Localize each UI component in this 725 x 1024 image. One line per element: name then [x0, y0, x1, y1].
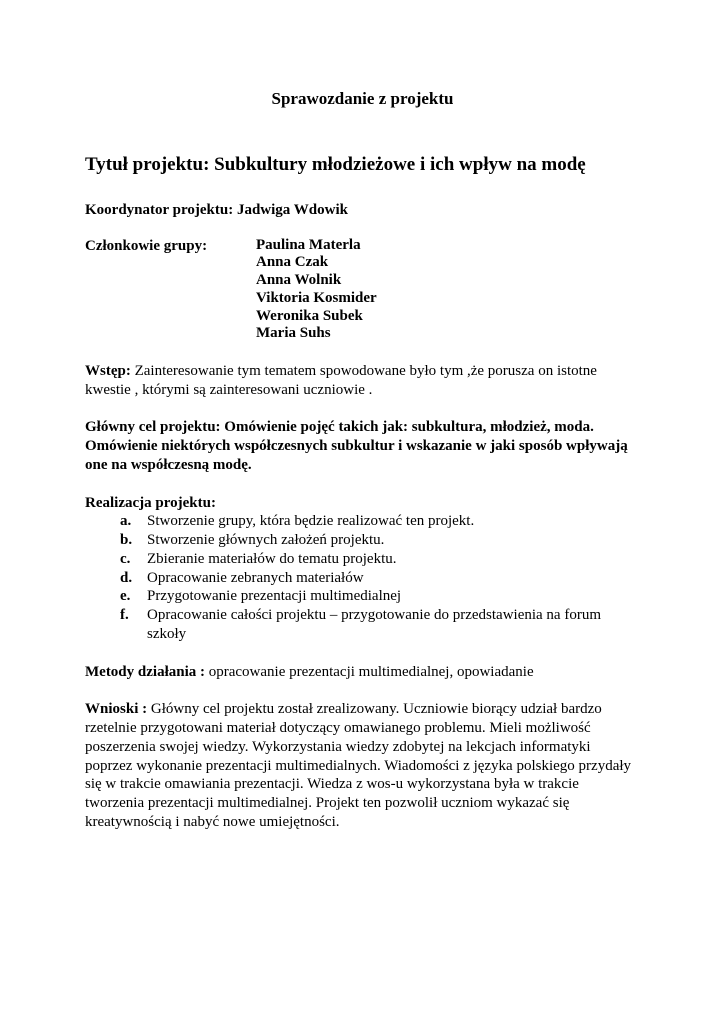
members-label: Członkowie grupy: [85, 237, 208, 254]
list-item [85, 606, 640, 644]
methods-paragraph [85, 663, 640, 682]
conclusions-text: Główny cel projektu został zrealizowany. Uczniowie biorący udział bardzo rzetelnie przygotowani materiał dotyczący omawianego problemu. Mieli możliwość poszerzenia swojej wiedzy. Wykorzystania wiedzy zdobytej na lekcjach informatyki poprzez wykonanie prezentacji multimedialnych. Wiadomości z języka polskiego przydały się w trakcie omawiania prezentacji. Wiedza z wos-u wykorzystana była w trakcie tworzenia prezentacji multimedialnej. Projekt ten pozwolił uczniom wykazać się kreatywnością i nabyć nowe umiejętności. [85, 701, 632, 830]
list-item [85, 587, 640, 606]
conclusions-paragraph [85, 700, 640, 831]
project-title: Tytuł projektu: Subkultury młodzieżowe i ich wpływ na modę [85, 154, 586, 176]
list-item-text: Stworzenie głównych założeń projektu. [147, 532, 385, 549]
goal-paragraph: Główny cel projektu: Omówienie pojęć takich jak: subkultura, młodzież, moda. Omówienie niektórych współczesnych subkultur i wskazanie w jaki sposób wpływają one na współczesną modę. [85, 419, 628, 473]
members-section [85, 237, 640, 343]
list-item-text: Stworzenie grupy, która będzie realizować ten projekt. [147, 513, 475, 530]
list-item-text: Opracowanie zebranych materiałów [147, 569, 364, 586]
member-name: Anna Czak [256, 254, 329, 271]
intro-text: Zainteresowanie tym tematem spowodowane było tym ,że porusza on istotne kwestie , którymi są zainteresowani uczniowie . [85, 362, 597, 398]
list-item-letter: e. [120, 588, 131, 605]
member-name: Paulina Materla [256, 236, 361, 253]
members-list [256, 237, 377, 343]
document-title: Sprawozdanie z projektu [271, 89, 454, 108]
member-name: Maria Suhs [256, 325, 331, 342]
list-item [85, 550, 640, 569]
list-item-text: Przygotowanie prezentacji multimedialnej [147, 588, 402, 605]
methods-text: opracowanie prezentacji multimedialnej, opowiadanie [205, 663, 534, 680]
list-item [85, 531, 640, 550]
list-item-letter: f. [120, 607, 129, 624]
member-name: Anna Wolnik [256, 272, 342, 289]
list-item-letter: d. [120, 569, 133, 586]
member-name: Weronika Subek [256, 307, 363, 324]
list-item-text: Zbieranie materiałów do tematu projektu. [147, 550, 397, 567]
conclusions-label: Wnioski : [85, 701, 148, 718]
member-name: Viktoria Kosmider [256, 289, 377, 306]
realization-heading: Realizacja projektu: [85, 494, 216, 511]
list-item-letter: b. [120, 532, 133, 549]
intro-label: Wstęp: [85, 362, 131, 379]
realization-list [85, 512, 640, 643]
intro-paragraph [85, 362, 640, 400]
list-item [85, 569, 640, 588]
list-item-text: Opracowanie całości projektu – przygotowanie do przedstawienia na forum szkoły [147, 607, 601, 642]
list-item-letter: c. [120, 550, 131, 567]
list-item [85, 512, 640, 531]
list-item-letter: a. [120, 513, 132, 530]
coordinator-line: Koordynator projektu: Jadwiga Wdowik [85, 202, 348, 218]
methods-label: Metody działania : [85, 663, 205, 680]
